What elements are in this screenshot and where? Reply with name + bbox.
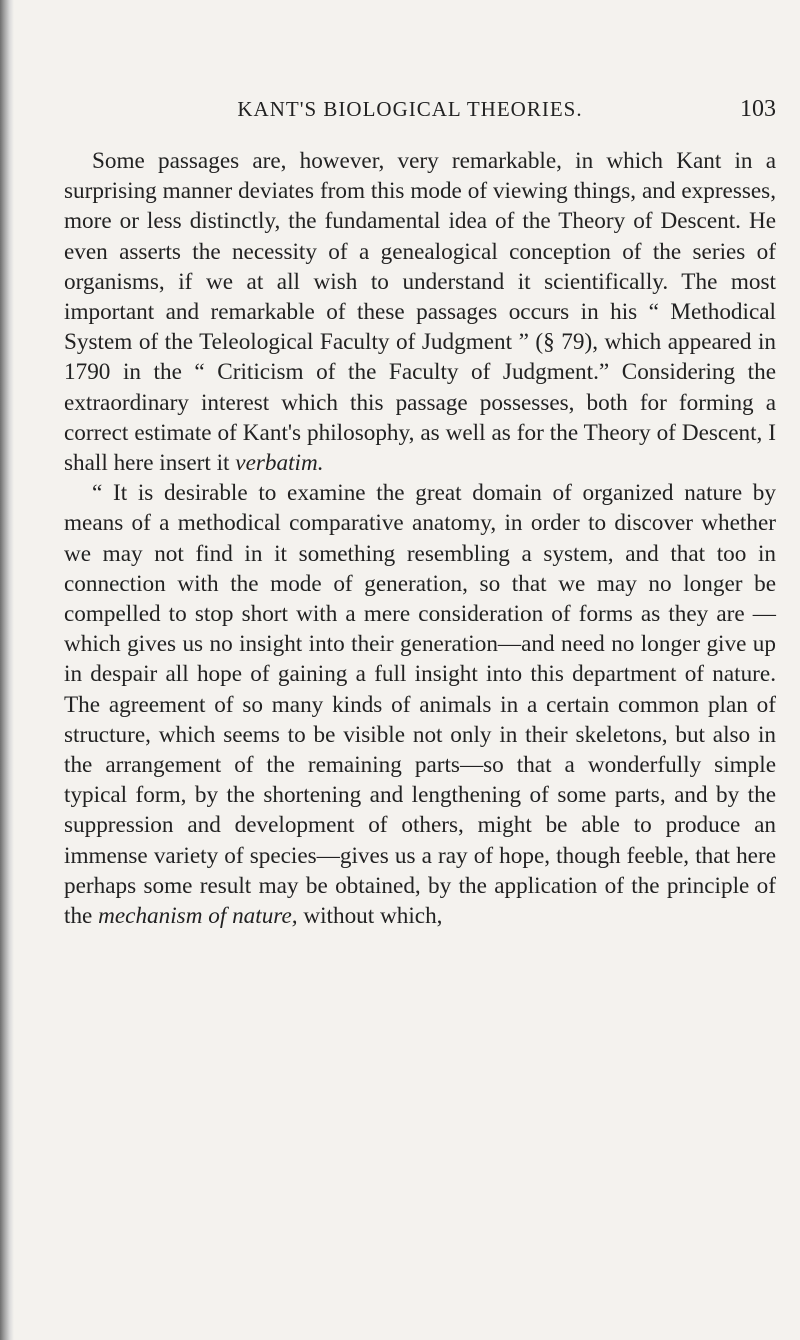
paragraph-1-italic-verbatim: verbatim. bbox=[235, 450, 324, 477]
paragraph-2-quotation bbox=[64, 478, 776, 931]
body-text bbox=[64, 146, 776, 931]
page-header bbox=[64, 96, 776, 136]
book-page bbox=[64, 96, 776, 931]
paragraph-1 bbox=[64, 146, 776, 478]
page-number: 103 bbox=[740, 96, 776, 122]
paragraph-2-text: “ It is desirable to examine the great domain of organized nature by means of a methodical comparative anatomy, in order to discover whether we may not find in it something resembling a system, and that too in connection with the mode of generation, so that we may no longer be compelled to stop short with a mere consideration of forms as they are —which gives us no insight into their generation—and need no longer give up in despair all hope of gaining a full insight into this department of nature. The agreement of so many kinds of animals in a certain common plan of structure, which seems to be visible not only in their skeletons, but also in the arrangement of the remaining parts—so that a wonderfully simple typical form, by the shortening and lengthening of some parts, and by the suppression and development of others, might be able to produce an immense variety of species—gives us a ray of hope, though feeble, that here perhaps some result may be obtained, by the application of the principle of the bbox=[64, 480, 776, 930]
paragraph-2-italic-mechanism: mechanism of nature, bbox=[98, 903, 298, 930]
running-title: KANT'S BIOLOGICAL THEORIES. bbox=[237, 97, 583, 121]
paragraph-1-text: Some passages are, however, very remarkable, in which Kant in a surprising manner deviates from this mode of viewing things, and expresses, more or less distinctly, the fundamental idea of the Theory of Descent. He even asserts the necessity of a genealogical conception of the series of organisms, if we at all wish to understand it scientifically. The most important and remarkable of these passages occurs in his “ Methodical System of the Teleological Faculty of Judgment ” (§ 79), which appeared in 1790 in the “ Criticism of the Faculty of Judgment.” Considering the extraordinary interest which this passage possesses, both for forming a correct estimate of Kant's philosophy, as well as for the Theory of Descent, I shall here insert it bbox=[64, 148, 776, 477]
page-gutter-shadow bbox=[0, 0, 14, 1340]
paragraph-2-text-end: without which, bbox=[297, 903, 443, 930]
